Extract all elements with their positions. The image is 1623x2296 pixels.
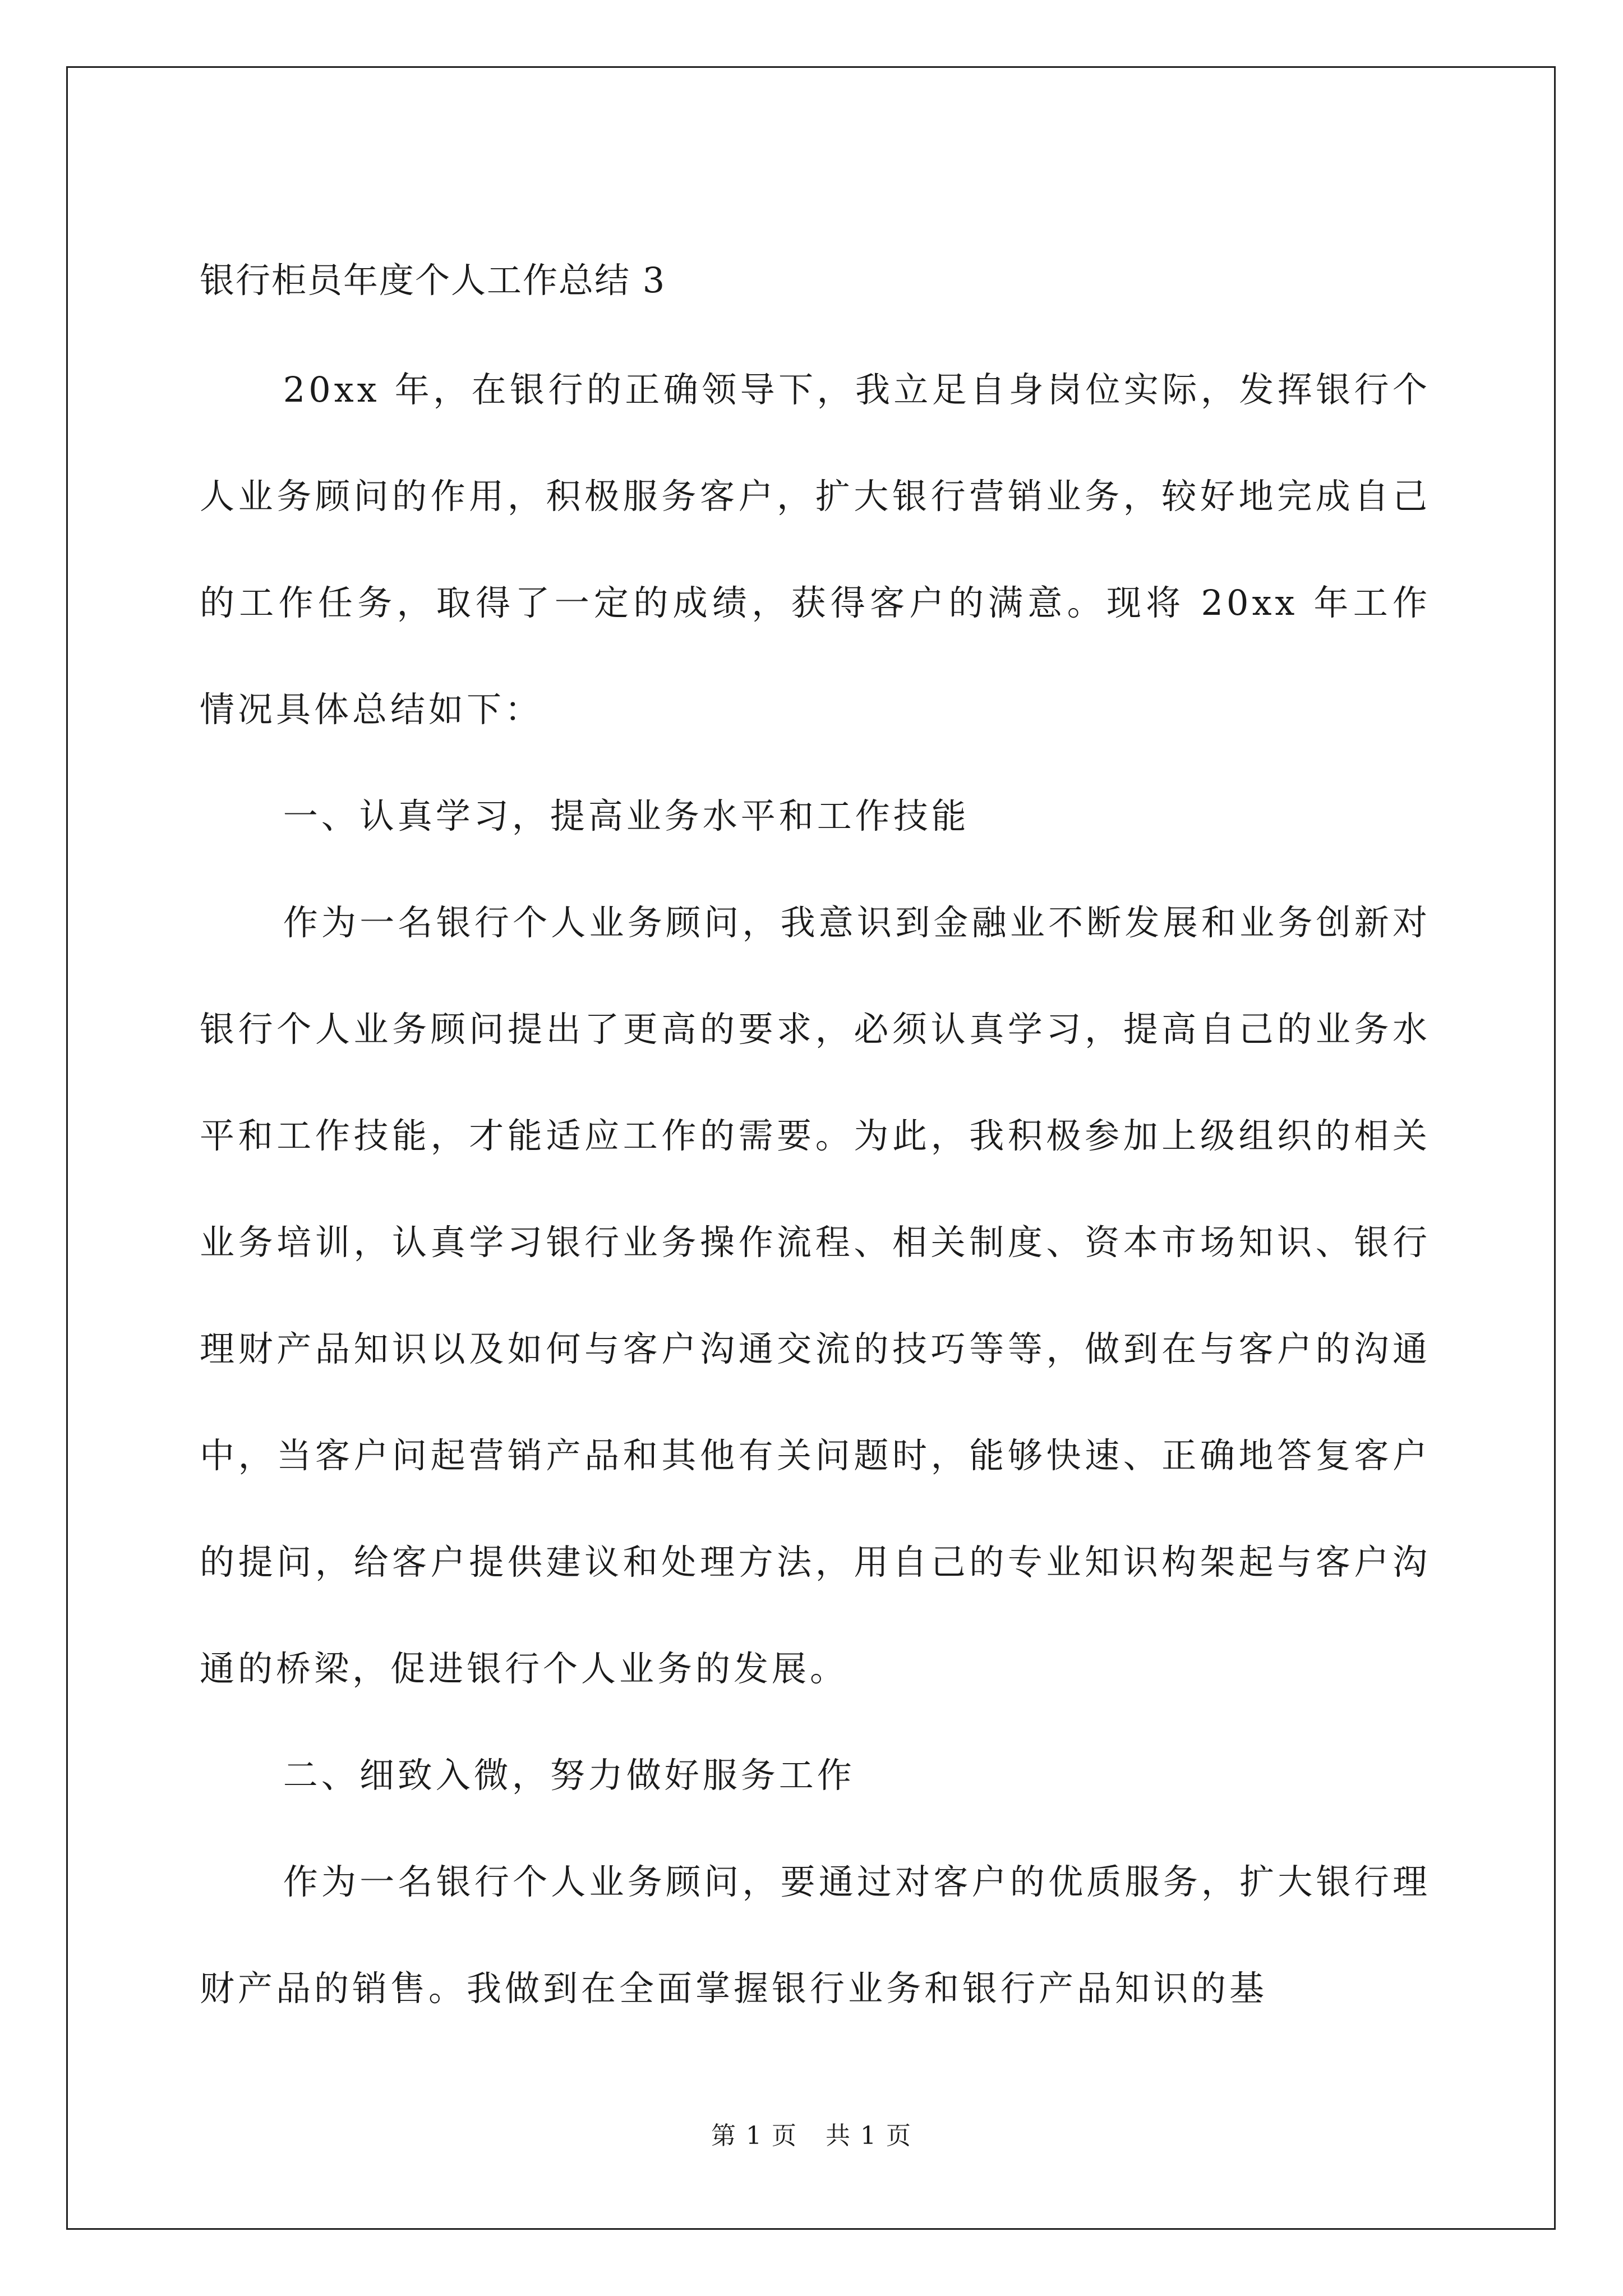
document-title: 银行柜员年度个人工作总结 3 [200, 260, 666, 301]
document-body [200, 224, 1431, 2042]
page-number-current: 第 1 页 [711, 2122, 797, 2150]
section-heading-1: 一、认真学习，提高业务水平和工作技能 [283, 795, 970, 836]
section-2-paragraph: 作为一名银行个人业务顾问，要通过对客户的优质服务，扩大银行理财产品的销售。我做到在全面掌握银行业务和银行产品知识的基 [200, 1861, 1431, 2009]
page-footer [0, 2119, 1623, 2153]
intro-paragraph: 20xx 年，在银行的正确领导下，我立足自身岗位实际，发挥银行个人业务顾问的作用，积极服务客户，扩大银行营销业务，较好地完成自己的工作任务，取得了一定的成绩，获得客户的满意。现将 20xx 年工作情况具体总结如下： [200, 369, 1431, 730]
section-heading-2: 二、细致入微，努力做好服务工作 [283, 1755, 855, 1796]
section-1-paragraph: 作为一名银行个人业务顾问，我意识到金融业不断发展和业务创新对银行个人业务顾问提出了更高的要求，必须认真学习，提高自己的业务水平和工作技能，才能适应工作的需要。为此，我积极参加上级组织的相关业务培训，认真学习银行业务操作流程、相关制度、资本市场知识、银行理财产品知识以及如何与客户沟通交流的技巧等等，做到在与客户的沟通中，当客户问起营销产品和其他有关问题时，能够快速、正确地答复客户的提问，给客户提供建议和处理方法，用自己的专业知识构架起与客户沟通的桥梁，促进银行个人业务的发展。 [200, 902, 1431, 1689]
page-number-total: 共 1 页 [826, 2122, 912, 2150]
